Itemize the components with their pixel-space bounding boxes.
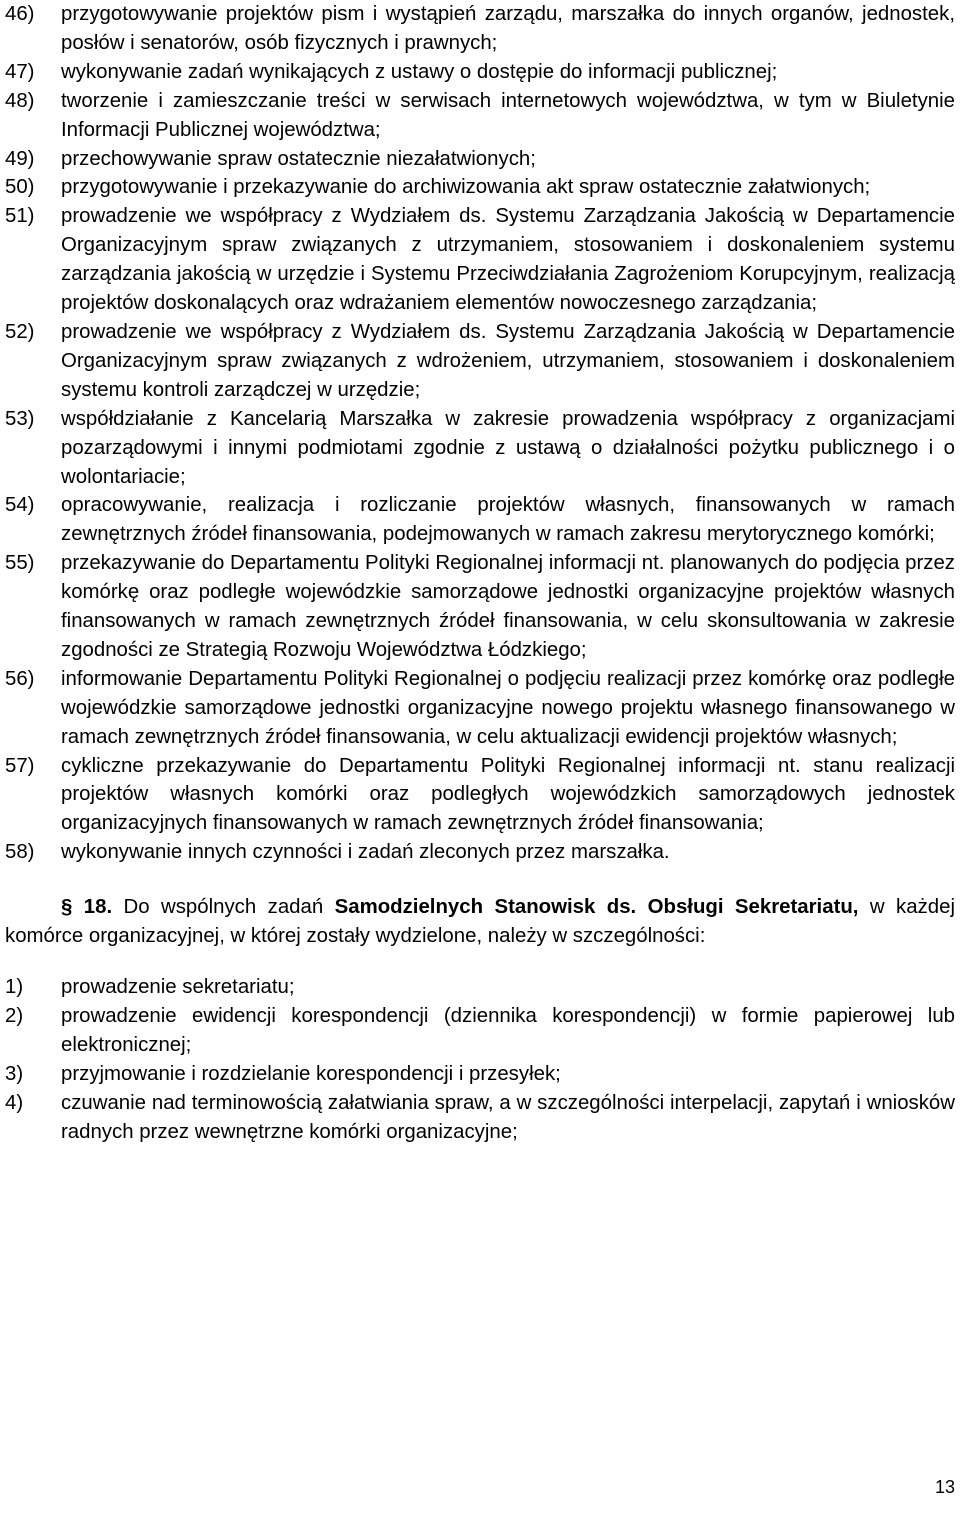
task-list-b <box>5 973 955 1146</box>
section-18-paragraph <box>5 893 955 951</box>
list-item <box>5 1002 955 1060</box>
list-item <box>5 318 955 405</box>
list-item <box>5 87 955 145</box>
list-item <box>5 491 955 549</box>
section-bold-name: Samodzielnych Stanowisk ds. Obsługi Sekretariatu, <box>334 896 859 919</box>
list-item-number: 57) <box>5 754 35 777</box>
list-item-number: 2) <box>5 1004 24 1027</box>
list-item <box>5 58 955 87</box>
list-item-number: 47) <box>5 60 35 83</box>
section-mark: § 18. <box>61 896 113 919</box>
document-body <box>5 0 955 1146</box>
list-item-text: prowadzenie sekretariatu; <box>61 976 295 998</box>
list-item-number: 46) <box>5 3 35 25</box>
list-item-text: przechowywanie spraw ostatecznie niezałatwionych; <box>61 147 536 170</box>
section-rest: w każdej komórce organizacyjnej, w której zostały wydzielone, należy w szczególności: <box>5 896 955 948</box>
list-item-text: wykonywanie zadań wynikających z ustawy o dostępie do informacji publicznej; <box>61 60 778 83</box>
list-item-text: prowadzenie we współpracy z Wydziałem ds. Systemu Zarządzania Jakością w Departamencie Organizacyjnym spraw związanych z utrzymaniem, stosowaniem i doskonaleniem systemu zarządzania jakością w urzędzie i Systemu Przeciwdziałania Zagrożeniom Korupcyjnym, realizacją projektów doskonalących oraz wdrażaniem elementów nowoczesnego zarządzania; <box>61 205 955 315</box>
list-item-text: informowanie Departamentu Polityki Regionalnej o podjęciu realizacji przez komórkę oraz podległe wojewódzkie samorządowe jednostki organizacyjne nowego projektu własnego finansowanego w ramach zewnętrznych źródeł finansowania, w celu aktualizacji ewidencji projektów własnych; <box>61 667 955 748</box>
list-item <box>5 145 955 174</box>
list-item <box>5 752 955 839</box>
list-item <box>5 549 955 665</box>
list-item-number: 51) <box>5 205 35 228</box>
list-item-number: 49) <box>5 147 35 170</box>
page-number: 13 <box>934 1477 955 1497</box>
list-item-text: prowadzenie we współpracy z Wydziałem ds. Systemu Zarządzania Jakością w Departamencie Organizacyjnym spraw związanych z wdrożeniem, utrzymaniem, stosowaniem i doskonaleniem systemu kontroli zarządczej w urzędzie; <box>61 320 955 401</box>
list-item-number: 52) <box>5 320 35 343</box>
list-item-text: czuwanie nad terminowością załatwiania spraw, a w szczególności interpelacji, zapytań i wniosków radnych przez wewnętrzne komórki organizacyjne; <box>61 1091 955 1143</box>
list-item <box>5 665 955 752</box>
list-item-number: 55) <box>5 552 35 575</box>
section-lead: Do wspólnych zadań <box>123 896 324 919</box>
list-item <box>5 1089 955 1147</box>
list-item-text: cykliczne przekazywanie do Departamentu Polityki Regionalnej informacji nt. stanu realizacji projektów własnych komórki oraz podległych wojewódzkich samorządowych jednostek organizacyjnych finansowanych w ramach zewnętrznych źródeł finansowania; <box>61 754 955 835</box>
list-item-number: 3) <box>5 1062 24 1085</box>
list-item-text: tworzenie i zamieszczanie treści w serwisach internetowych województwa, w tym w Biuletynie Informacji Publicznej województwa; <box>61 89 955 141</box>
list-item <box>5 202 955 318</box>
list-item-number: 4) <box>5 1091 24 1114</box>
list-item-text: przygotowywanie projektów pism i wystąpień zarządu, marszałka do innych organów, jednostek, posłów i senatorów, osób fizycznych i prawnych; <box>61 3 955 54</box>
list-item <box>5 973 955 1002</box>
list-item-number: 53) <box>5 407 35 430</box>
list-item-text: opracowywanie, realizacja i rozliczanie projektów własnych, finansowanych w ramach zewnętrznych źródeł finansowania, podejmowanych w ramach zakresu merytorycznego komórki; <box>61 494 955 546</box>
list-item-number: 58) <box>5 841 35 864</box>
list-item <box>5 173 955 202</box>
list-item-text: przygotowywanie i przekazywanie do archiwizowania akt spraw ostatecznie załatwionych; <box>61 176 871 199</box>
list-item <box>5 838 955 867</box>
list-item-number: 50) <box>5 176 35 199</box>
list-item-text: przyjmowanie i rozdzielanie korespondencji i przesyłek; <box>61 1062 561 1085</box>
list-item-text: wykonywanie innych czynności i zadań zleconych przez marszałka. <box>61 841 670 864</box>
list-item <box>5 1060 955 1089</box>
task-list-a <box>5 0 955 867</box>
list-item-text: przekazywanie do Departamentu Polityki Regionalnej informacji nt. planowanych do podjęcia przez komórkę oraz podległe wojewódzkie samorządowe jednostki organizacyjne projektów własnych finansowanych w ramach zewnętrznych źródeł finansowania, w celu skonsultowania w zakresie zgodności ze Strategią Rozwoju Województwa Łódzkiego; <box>61 552 955 661</box>
list-item-number: 1) <box>5 976 24 998</box>
list-item-text: współdziałanie z Kancelarią Marszałka w zakresie prowadzenia współpracy z organizacjami pozarządowymi i innymi podmiotami zgodnie z ustawą o działalności pożytku publicznego i o wolontariacie; <box>61 407 955 488</box>
list-item-number: 48) <box>5 89 35 112</box>
list-item <box>5 405 955 492</box>
list-item-text: prowadzenie ewidencji korespondencji (dziennika korespondencji) w formie papierowej lub elektronicznej; <box>61 1004 955 1056</box>
list-item-number: 56) <box>5 667 35 690</box>
list-item <box>5 0 955 58</box>
list-item-number: 54) <box>5 494 35 517</box>
